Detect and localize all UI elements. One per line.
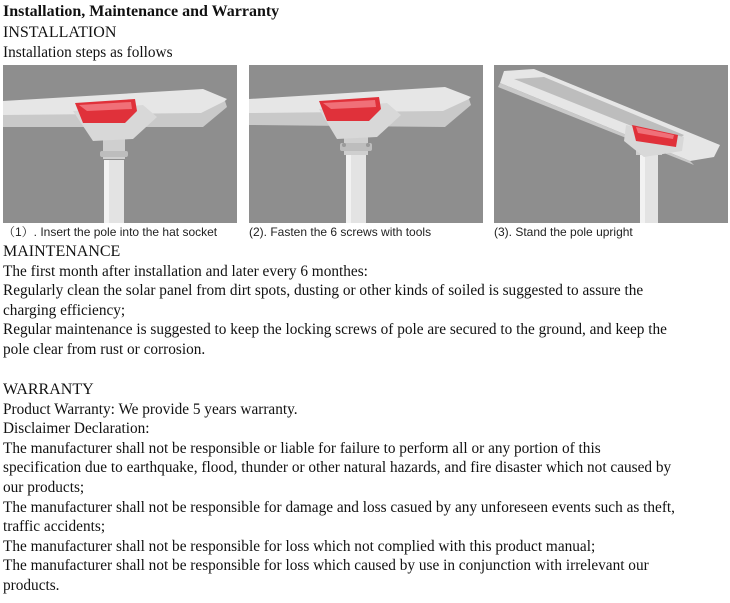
section-spacer bbox=[3, 360, 727, 379]
step-2-photo bbox=[249, 65, 483, 223]
maintenance-heading: MAINTENANCE bbox=[3, 242, 121, 260]
warranty-line: The manufacturer shall not be responsible for loss which caused by use in conjunction with irrelevant our bbox=[3, 557, 649, 575]
document-title: Installation, Maintenance and Warranty bbox=[3, 3, 280, 20]
warranty-line: products. bbox=[3, 576, 60, 594]
warranty-line: specification due to earthquake, flood, thunder or other natural hazards, and fire disaster which not caused by bbox=[3, 459, 672, 477]
warranty-line: our products; bbox=[3, 478, 85, 496]
step-3-caption: (3). Stand the pole upright bbox=[494, 224, 633, 239]
warranty-heading: WARRANTY bbox=[3, 380, 94, 398]
warranty-line: Product Warranty: We provide 5 years warranty. bbox=[3, 400, 298, 418]
step-1-photo bbox=[3, 65, 237, 223]
warranty-line: traffic accidents; bbox=[3, 518, 106, 536]
warranty-line: Disclaimer Declaration: bbox=[3, 420, 150, 438]
installation-figures bbox=[3, 65, 727, 241]
installation-heading: INSTALLATION bbox=[3, 24, 117, 41]
installation-step-2 bbox=[249, 65, 483, 240]
installation-step-3 bbox=[494, 65, 728, 240]
document bbox=[3, 2, 727, 596]
installation-intro: Installation steps as follows bbox=[3, 44, 173, 61]
maintenance-line: Regular maintenance is suggested to keep the locking screws of pole are secured to the ground, and keep the bbox=[3, 321, 667, 339]
step-3-photo bbox=[494, 65, 728, 223]
warranty-line: The manufacturer shall not be responsible or liable for failure to perform all or any portion of this bbox=[3, 439, 601, 457]
warranty-line: The manufacturer shall not be responsible for damage and loss casued by any unforeseen events such as theft, bbox=[3, 498, 675, 516]
warranty-line: The manufacturer shall not be responsible for loss which not complied with this product manual; bbox=[3, 537, 596, 555]
step-2-caption: (2). Fasten the 6 screws with tools bbox=[249, 224, 432, 239]
maintenance-line: pole clear from rust or corrosion. bbox=[3, 340, 206, 358]
maintenance-line: The first month after installation and later every 6 monthes: bbox=[3, 262, 368, 280]
step-1-caption: （1）. Insert the pole into the hat socket bbox=[3, 224, 218, 239]
maintenance-line: charging efficiency; bbox=[3, 301, 126, 319]
installation-step-1 bbox=[3, 65, 237, 240]
maintenance-line: Regularly clean the solar panel from dirt spots, dusting or other kinds of soiled is suggested to assure the bbox=[3, 282, 644, 300]
